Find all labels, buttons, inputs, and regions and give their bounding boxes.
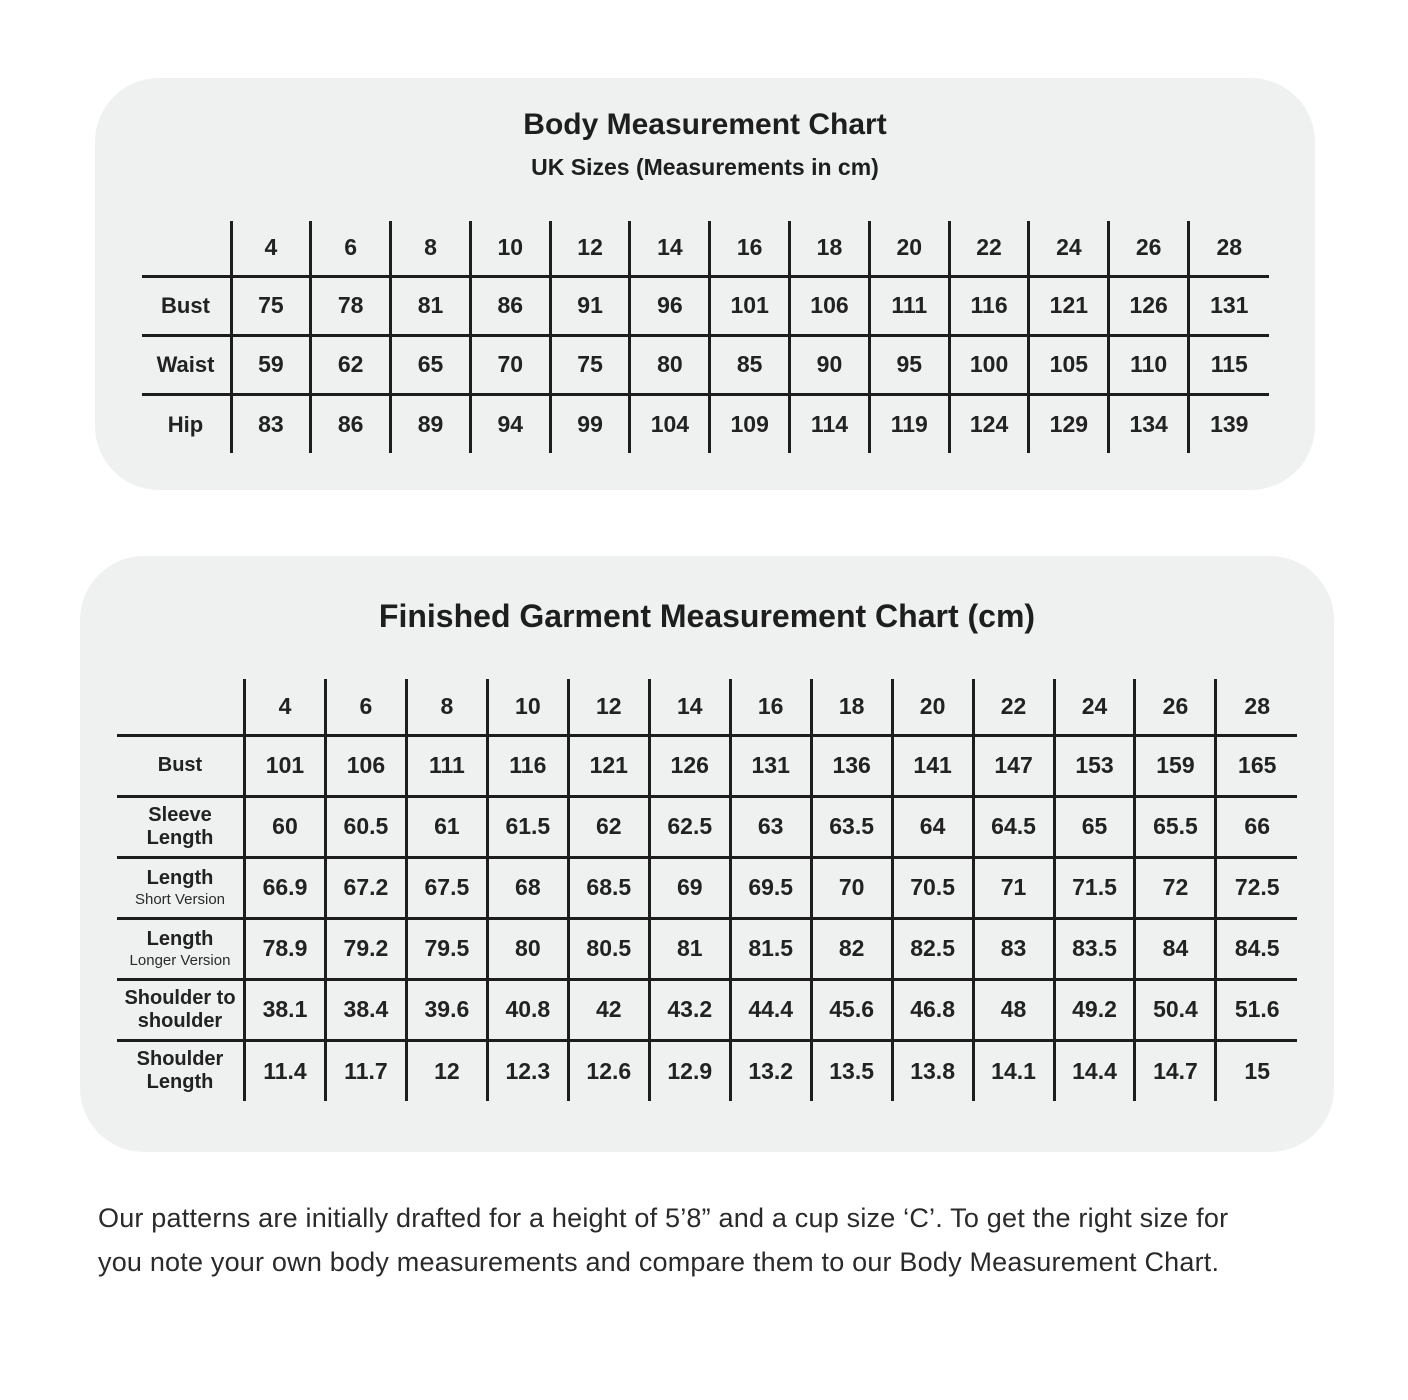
measurement-value-cell: 81: [391, 276, 471, 335]
measurement-value-cell: 13.2: [730, 1040, 811, 1101]
measurement-value-cell: 80: [487, 918, 568, 979]
measurement-value-cell: 84: [1135, 918, 1216, 979]
row-label: Sleeve Length: [146, 803, 214, 849]
row-label: Length: [146, 927, 214, 950]
size-column-header: 26: [1109, 221, 1189, 276]
size-header-row: [142, 221, 1269, 276]
measurement-value-cell: 14.4: [1054, 1040, 1135, 1101]
measurement-value-cell: 40.8: [487, 979, 568, 1040]
size-column-header: 20: [892, 679, 973, 735]
measurement-value-cell: 80: [630, 335, 710, 394]
measurement-value-cell: 61.5: [487, 796, 568, 857]
measurement-value-cell: 51.6: [1216, 979, 1297, 1040]
row-label: Bust: [161, 292, 210, 318]
footnote-line: Our patterns are initially drafted for a height of 5’8” and a cup size ‘C’. To get the right size for: [98, 1203, 1229, 1233]
measurement-value-cell: 67.2: [325, 857, 406, 918]
measurement-value-cell: 121: [568, 735, 649, 796]
garment-measurement-table: [117, 679, 1297, 1101]
corner-cell: [142, 221, 232, 276]
measurement-value-cell: 165: [1216, 735, 1297, 796]
measurement-row: [142, 335, 1269, 394]
measurement-value-cell: 96: [630, 276, 710, 335]
measurement-value-cell: 67.5: [406, 857, 487, 918]
corner-cell: [117, 679, 245, 735]
measurement-value-cell: 84.5: [1216, 918, 1297, 979]
measurement-value-cell: 85: [710, 335, 790, 394]
row-label-cell: [117, 918, 245, 979]
body-measurement-card: [95, 78, 1315, 490]
size-column-header: 16: [710, 221, 790, 276]
size-column-header: 14: [630, 221, 710, 276]
measurement-row: [117, 918, 1297, 979]
size-column-header: 26: [1135, 679, 1216, 735]
row-label-cell: [142, 335, 232, 394]
footnote-line: you note your own body measurements and compare them to our Body Measurement Chart.: [98, 1247, 1220, 1277]
measurement-value-cell: 60.5: [325, 796, 406, 857]
measurement-value-cell: 46.8: [892, 979, 973, 1040]
measurement-value-cell: 99: [550, 394, 630, 453]
measurement-value-cell: 12: [406, 1040, 487, 1101]
measurement-value-cell: 82: [811, 918, 892, 979]
measurement-value-cell: 78.9: [245, 918, 326, 979]
measurement-value-cell: 94: [470, 394, 550, 453]
measurement-value-cell: 91: [550, 276, 630, 335]
measurement-value-cell: 38.4: [325, 979, 406, 1040]
measurement-value-cell: 12.6: [568, 1040, 649, 1101]
measurement-value-cell: 43.2: [649, 979, 730, 1040]
measurement-value-cell: 48: [973, 979, 1054, 1040]
measurement-value-cell: 66: [1216, 796, 1297, 857]
measurement-value-cell: 126: [1109, 276, 1189, 335]
row-label-cell: [142, 394, 232, 453]
measurement-value-cell: 66.9: [245, 857, 326, 918]
measurement-value-cell: 64.5: [973, 796, 1054, 857]
measurement-value-cell: 14.7: [1135, 1040, 1216, 1101]
measurement-value-cell: 111: [406, 735, 487, 796]
measurement-value-cell: 70.5: [892, 857, 973, 918]
row-label: Shoulder to shoulder: [124, 986, 236, 1032]
measurement-value-cell: 131: [1189, 276, 1269, 335]
size-column-header: 14: [649, 679, 730, 735]
measurement-value-cell: 106: [325, 735, 406, 796]
measurement-value-cell: 14.1: [973, 1040, 1054, 1101]
size-column-header: 6: [311, 221, 391, 276]
measurement-value-cell: 62: [568, 796, 649, 857]
footnote-text: [98, 1196, 1358, 1284]
measurement-value-cell: 83: [973, 918, 1054, 979]
measurement-value-cell: 119: [869, 394, 949, 453]
size-column-header: 4: [231, 221, 311, 276]
measurement-value-cell: 65: [1054, 796, 1135, 857]
measurement-value-cell: 159: [1135, 735, 1216, 796]
size-column-header: 22: [949, 221, 1029, 276]
measurement-value-cell: 109: [710, 394, 790, 453]
size-column-header: 28: [1189, 221, 1269, 276]
measurement-value-cell: 71: [973, 857, 1054, 918]
row-label-cell: [117, 796, 245, 857]
measurement-value-cell: 59: [231, 335, 311, 394]
measurement-value-cell: 153: [1054, 735, 1135, 796]
measurement-value-cell: 13.5: [811, 1040, 892, 1101]
measurement-value-cell: 81.5: [730, 918, 811, 979]
measurement-value-cell: 50.4: [1135, 979, 1216, 1040]
measurement-value-cell: 147: [973, 735, 1054, 796]
size-column-header: 18: [811, 679, 892, 735]
measurement-value-cell: 80.5: [568, 918, 649, 979]
measurement-value-cell: 75: [550, 335, 630, 394]
measurement-value-cell: 104: [630, 394, 710, 453]
measurement-value-cell: 82.5: [892, 918, 973, 979]
row-label: Bust: [157, 754, 203, 776]
measurement-value-cell: 65.5: [1135, 796, 1216, 857]
measurement-value-cell: 139: [1189, 394, 1269, 453]
size-column-header: 12: [568, 679, 649, 735]
measurement-value-cell: 15: [1216, 1040, 1297, 1101]
row-label-cell: [142, 276, 232, 335]
measurement-row: [142, 394, 1269, 453]
measurement-value-cell: 42: [568, 979, 649, 1040]
row-label-cell: [117, 979, 245, 1040]
measurement-row: [117, 979, 1297, 1040]
row-label: Waist: [156, 351, 215, 377]
measurement-value-cell: 12.9: [649, 1040, 730, 1101]
measurement-value-cell: 83.5: [1054, 918, 1135, 979]
measurement-value-cell: 75: [231, 276, 311, 335]
measurement-value-cell: 86: [311, 394, 391, 453]
size-column-header: 16: [730, 679, 811, 735]
measurement-value-cell: 60: [245, 796, 326, 857]
measurement-value-cell: 78: [311, 276, 391, 335]
measurement-value-cell: 62.5: [649, 796, 730, 857]
measurement-value-cell: 89: [391, 394, 471, 453]
measurement-value-cell: 114: [790, 394, 870, 453]
size-column-header: 24: [1029, 221, 1109, 276]
size-column-header: 8: [406, 679, 487, 735]
size-column-header: 22: [973, 679, 1054, 735]
measurement-value-cell: 116: [949, 276, 1029, 335]
measurement-value-cell: 71.5: [1054, 857, 1135, 918]
measurement-value-cell: 70: [470, 335, 550, 394]
measurement-value-cell: 72: [1135, 857, 1216, 918]
measurement-value-cell: 38.1: [245, 979, 326, 1040]
measurement-value-cell: 124: [949, 394, 1029, 453]
measurement-value-cell: 105: [1029, 335, 1109, 394]
measurement-value-cell: 63.5: [811, 796, 892, 857]
measurement-value-cell: 141: [892, 735, 973, 796]
measurement-value-cell: 11.4: [245, 1040, 326, 1101]
measurement-value-cell: 83: [231, 394, 311, 453]
measurement-value-cell: 90: [790, 335, 870, 394]
size-column-header: 12: [550, 221, 630, 276]
measurement-value-cell: 68.5: [568, 857, 649, 918]
size-header-row: [117, 679, 1297, 735]
measurement-value-cell: 44.4: [730, 979, 811, 1040]
body-measurement-table: [142, 221, 1269, 453]
measurement-value-cell: 95: [869, 335, 949, 394]
measurement-value-cell: 72.5: [1216, 857, 1297, 918]
size-column-header: 18: [790, 221, 870, 276]
garment-measurement-card: [80, 556, 1334, 1152]
measurement-value-cell: 81: [649, 918, 730, 979]
size-column-header: 4: [245, 679, 326, 735]
measurement-value-cell: 129: [1029, 394, 1109, 453]
measurement-row: [117, 1040, 1297, 1101]
size-column-header: 24: [1054, 679, 1135, 735]
size-column-header: 28: [1216, 679, 1297, 735]
row-label-cell: [117, 857, 245, 918]
measurement-value-cell: 115: [1189, 335, 1269, 394]
row-sublabel: Longer Version: [129, 951, 231, 969]
row-label-cell: [117, 735, 245, 796]
measurement-row: [142, 276, 1269, 335]
measurement-value-cell: 79.5: [406, 918, 487, 979]
row-label: Length: [146, 866, 214, 889]
measurement-value-cell: 69: [649, 857, 730, 918]
measurement-value-cell: 101: [710, 276, 790, 335]
size-column-header: 20: [869, 221, 949, 276]
measurement-value-cell: 116: [487, 735, 568, 796]
measurement-value-cell: 45.6: [811, 979, 892, 1040]
measurement-value-cell: 70: [811, 857, 892, 918]
row-label: Shoulder Length: [136, 1048, 224, 1094]
measurement-value-cell: 100: [949, 335, 1029, 394]
measurement-value-cell: 68: [487, 857, 568, 918]
size-column-header: 10: [470, 221, 550, 276]
measurement-value-cell: 64: [892, 796, 973, 857]
measurement-value-cell: 134: [1109, 394, 1189, 453]
row-label-cell: [117, 1040, 245, 1101]
garment-chart-title: Finished Garment Measurement Chart (cm): [378, 598, 1036, 634]
measurement-value-cell: 39.6: [406, 979, 487, 1040]
size-column-header: 6: [325, 679, 406, 735]
measurement-value-cell: 101: [245, 735, 326, 796]
measurement-value-cell: 61: [406, 796, 487, 857]
measurement-value-cell: 126: [649, 735, 730, 796]
body-chart-title: Body Measurement Chart: [523, 108, 887, 141]
row-sublabel: Short Version: [134, 890, 226, 908]
measurement-value-cell: 86: [470, 276, 550, 335]
measurement-value-cell: 110: [1109, 335, 1189, 394]
measurement-row: [117, 857, 1297, 918]
measurement-value-cell: 131: [730, 735, 811, 796]
measurement-value-cell: 106: [790, 276, 870, 335]
measurement-value-cell: 79.2: [325, 918, 406, 979]
measurement-value-cell: 11.7: [325, 1040, 406, 1101]
measurement-value-cell: 13.8: [892, 1040, 973, 1101]
measurement-value-cell: 121: [1029, 276, 1109, 335]
measurement-value-cell: 111: [869, 276, 949, 335]
row-label: Hip: [167, 411, 204, 437]
body-chart-subtitle: UK Sizes (Measurements in cm): [531, 154, 879, 180]
size-column-header: 10: [487, 679, 568, 735]
measurement-value-cell: 12.3: [487, 1040, 568, 1101]
measurement-row: [117, 796, 1297, 857]
measurement-value-cell: 63: [730, 796, 811, 857]
measurement-value-cell: 136: [811, 735, 892, 796]
measurement-value-cell: 69.5: [730, 857, 811, 918]
measurement-value-cell: 62: [311, 335, 391, 394]
measurement-value-cell: 49.2: [1054, 979, 1135, 1040]
measurement-value-cell: 65: [391, 335, 471, 394]
measurement-row: [117, 735, 1297, 796]
size-column-header: 8: [391, 221, 471, 276]
